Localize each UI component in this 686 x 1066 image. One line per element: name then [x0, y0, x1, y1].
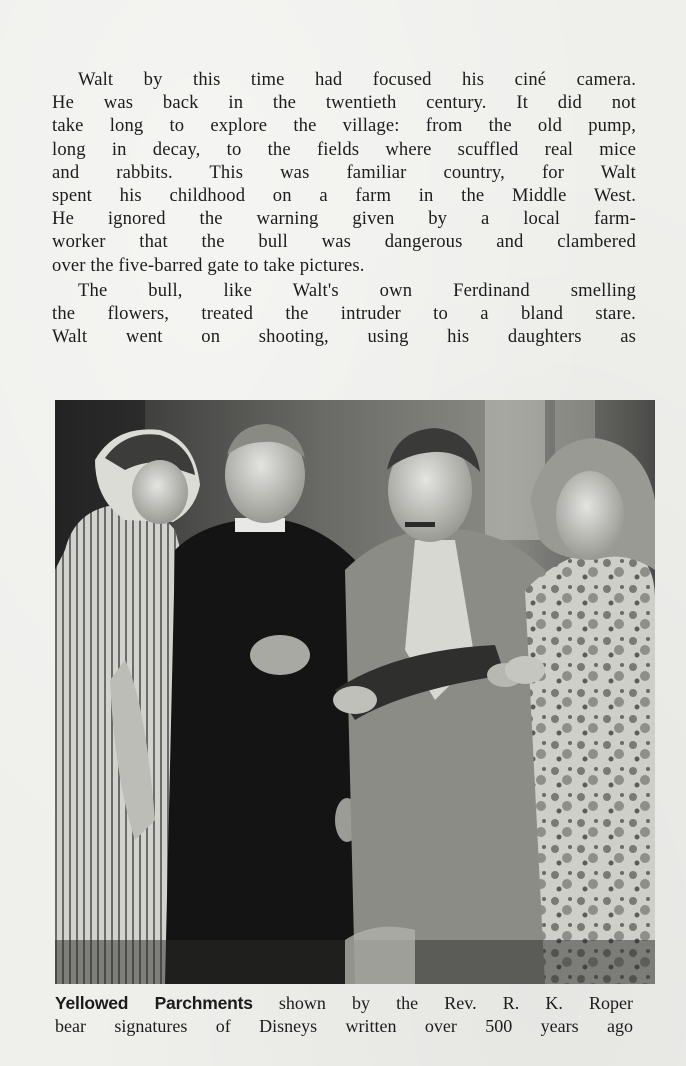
photo-caption — [55, 992, 633, 1038]
caption-bold-lead: Yellowed Parchments — [55, 993, 253, 1013]
article-body — [52, 68, 636, 348]
caption-line-1 — [55, 992, 633, 1015]
caption-line-1-rest: shown by the Rev. R. K. Roper — [252, 993, 633, 1013]
photograph — [55, 400, 655, 984]
text-line: He ignored the warning given by a local farm- — [52, 208, 636, 230]
photo-illustration — [55, 400, 655, 984]
text-line: long in decay, to the fields where scuffled real mice — [52, 138, 636, 160]
paragraph-2 — [52, 279, 636, 349]
text-line: He was back in the twentieth century. It did not — [52, 92, 636, 114]
text-line: spent his childhood on a farm in the Middle West. — [52, 185, 636, 207]
paragraph-1 — [52, 68, 636, 277]
text-line: take long to explore the village: from the old pump, — [52, 115, 636, 137]
text-line: Walt went on shooting, using his daughters as — [52, 326, 636, 348]
text-line: The bull, like Walt's own Ferdinand smelling — [78, 279, 636, 301]
text-line: and rabbits. This was familiar country, for Walt — [52, 161, 636, 183]
text-line: over the five-barred gate to take pictures. — [52, 254, 365, 276]
caption-line-2: bear signatures of Disneys written over 500 years ago — [55, 1016, 633, 1036]
text-line: the flowers, treated the intruder to a bland stare. — [52, 303, 636, 325]
text-line: worker that the bull was dangerous and clambered — [52, 231, 636, 253]
text-line: Walt by this time had focused his ciné camera. — [78, 69, 636, 90]
